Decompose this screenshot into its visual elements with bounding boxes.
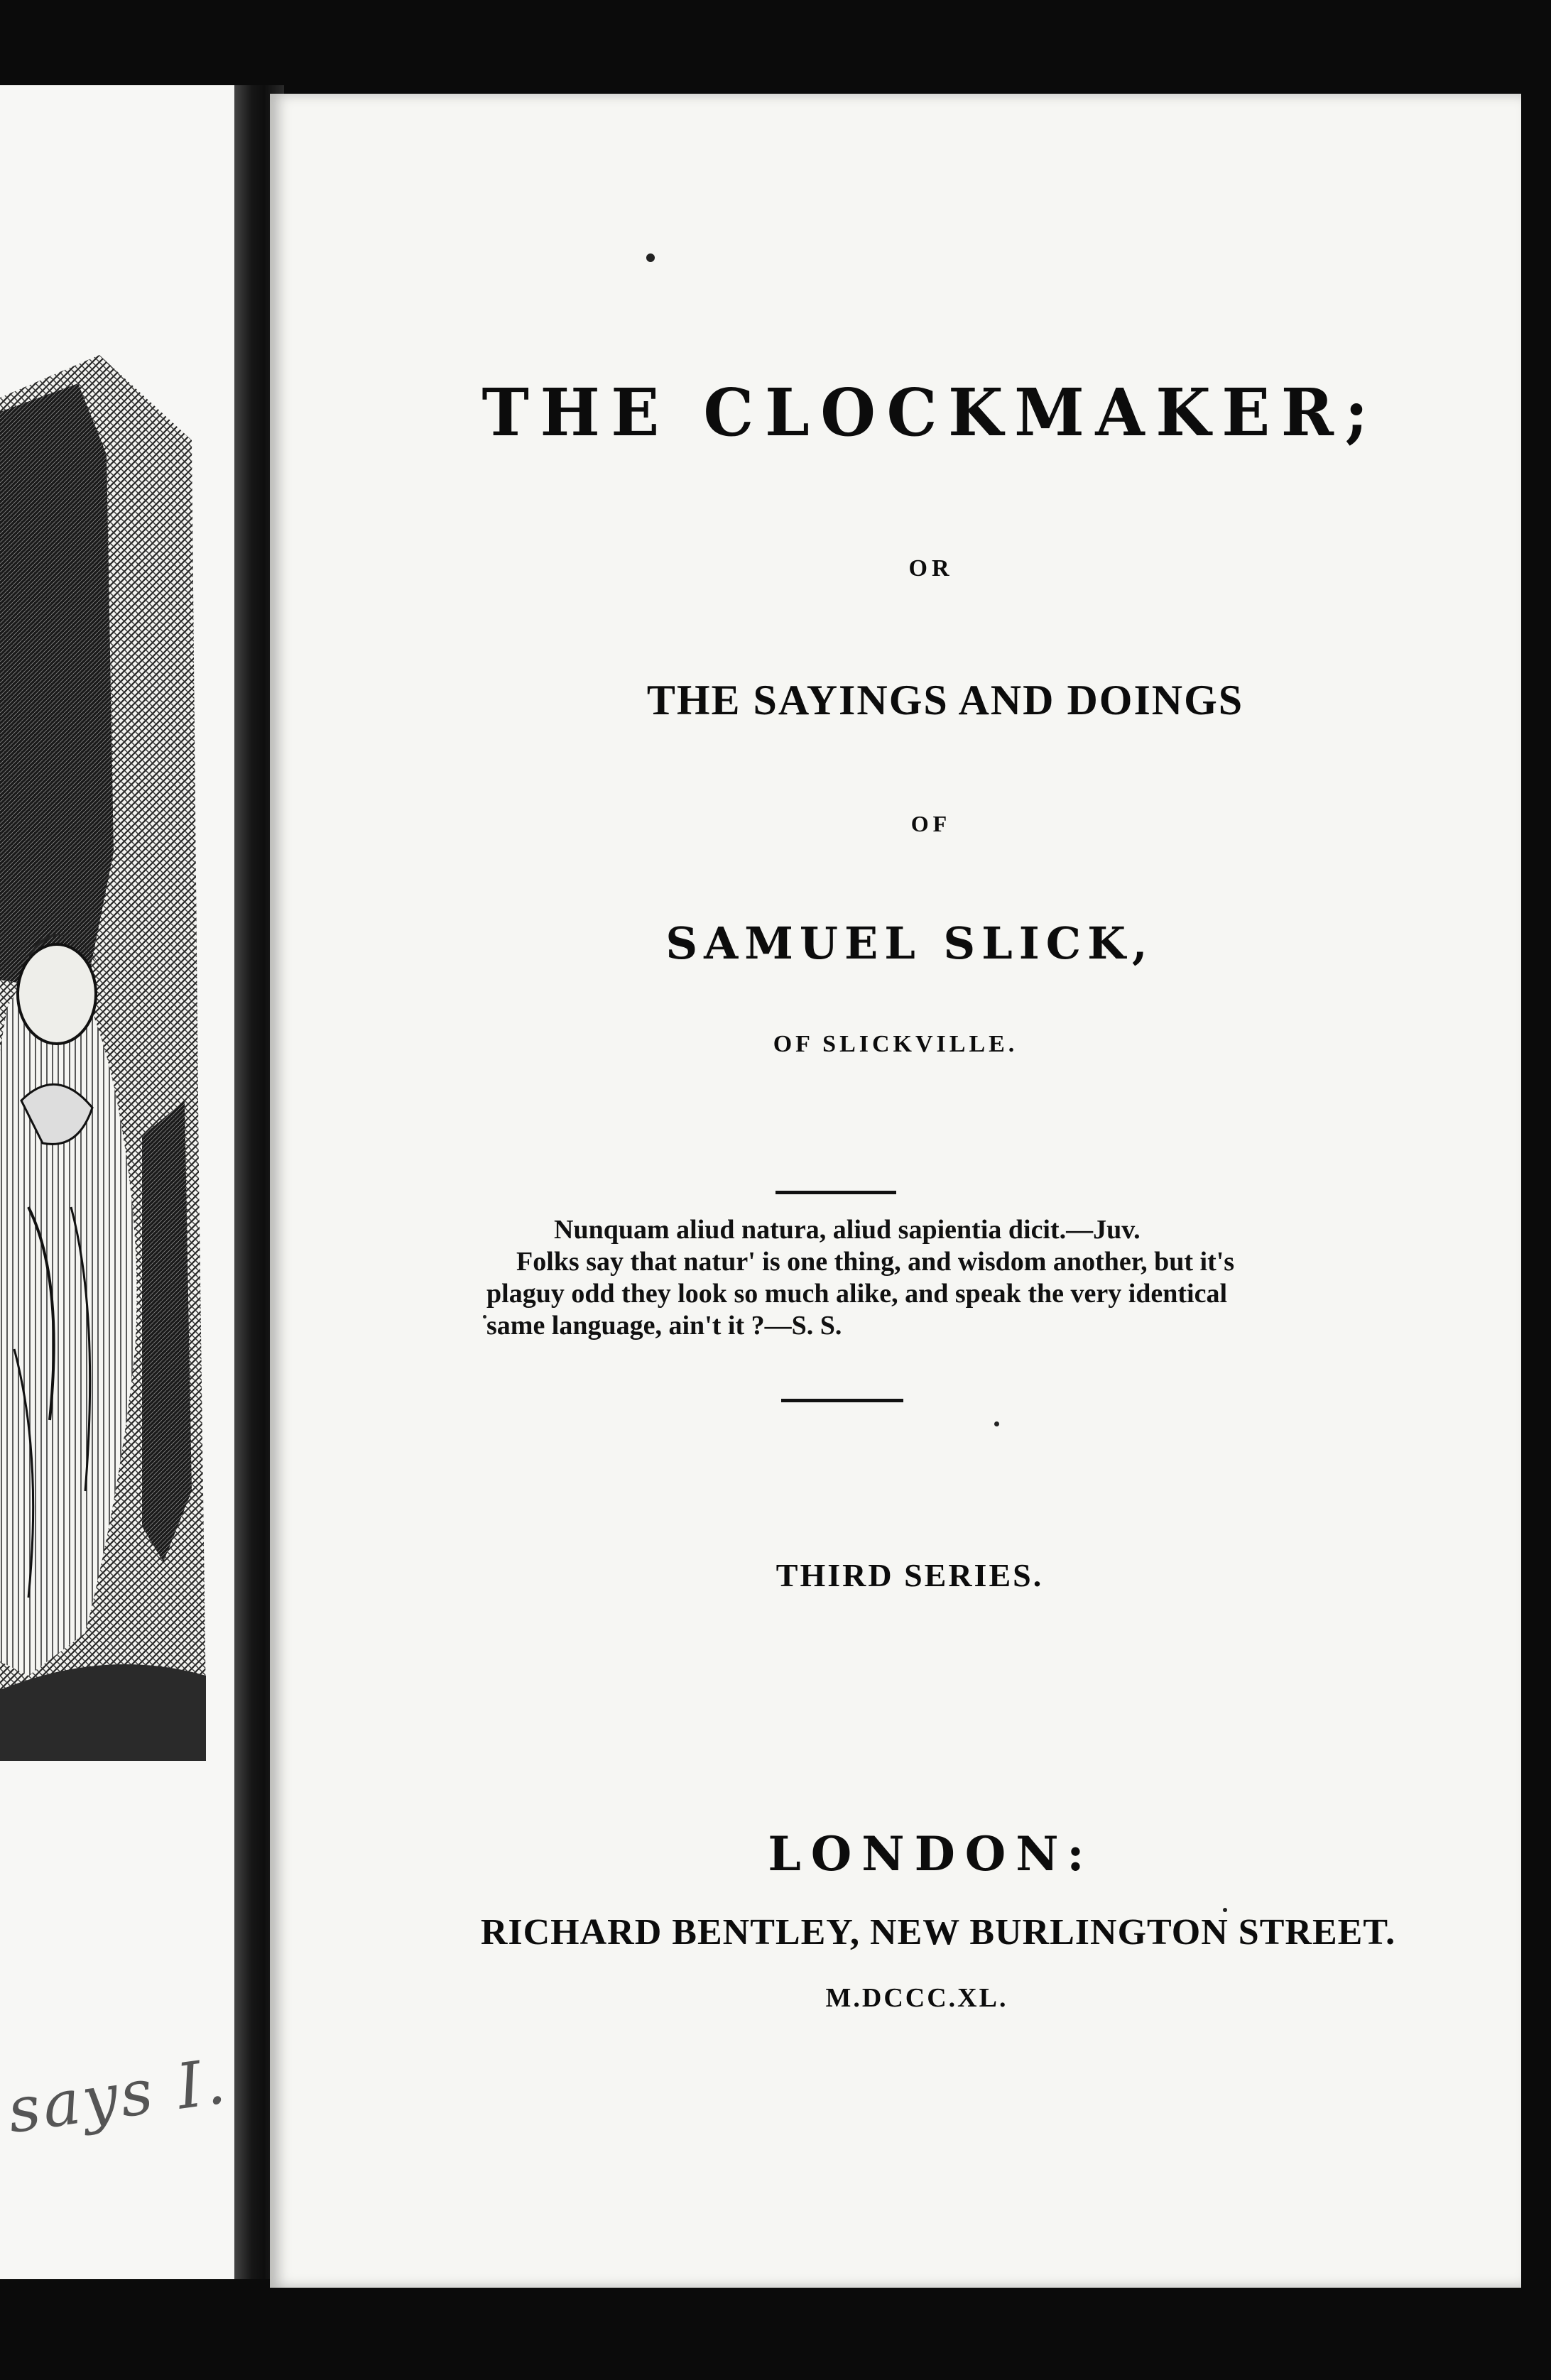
epigraph-rule-bottom (781, 1399, 903, 1402)
epigraph-rule-top (776, 1191, 896, 1194)
print-speck (646, 253, 655, 262)
epigraph (486, 1214, 1239, 1342)
frontispiece-caption: says I. (3, 2043, 232, 2148)
title-conjunction: OR (908, 555, 954, 582)
frontispiece-page (0, 85, 270, 2279)
title-page (270, 94, 1521, 2288)
book-title: THE CLOCKMAKER; (481, 374, 1379, 451)
print-speck (994, 1421, 999, 1426)
imprint-publisher: RICHARD BENTLEY, NEW BURLINGTON STREET. (480, 1912, 1396, 1953)
epigraph-line: Nunquam aliud natura, aliud sapientia dicit.—Juv. (554, 1215, 1141, 1245)
author-name: SAMUEL SLICK, (665, 917, 1154, 969)
epigraph-line: Folks say that natur' is one thing, and wisdom another, but it's (516, 1247, 1235, 1277)
imprint-city: LONDON: (768, 1826, 1094, 1882)
epigraph-line: plaguy odd they look so much alike, and speak the very identical (486, 1279, 1228, 1309)
print-speck (483, 1315, 486, 1319)
frontispiece-engraving (0, 355, 206, 1761)
author-place: OF SLICKVILLE. (773, 1031, 1018, 1057)
imprint-year: M.DCCC.XL. (825, 1983, 1008, 2013)
epigraph-line: same language, ain't it ?—S. S. (486, 1311, 842, 1341)
series-label: THIRD SERIES. (776, 1557, 1044, 1593)
subtitle-of: OF (910, 811, 952, 836)
print-speck (1223, 1908, 1227, 1912)
book-subtitle: THE SAYINGS AND DOINGS (646, 677, 1244, 724)
